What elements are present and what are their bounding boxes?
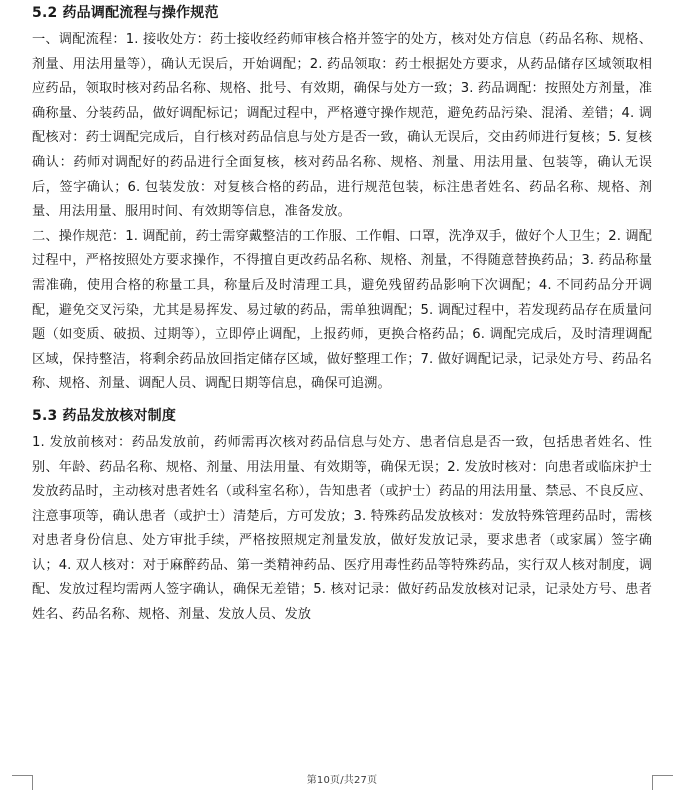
section-5-3-heading: 5.3 药品发放核对制度 (32, 407, 177, 424)
page-number-footer: 第10页/共27页 (306, 775, 378, 786)
page-content (32, 2, 652, 628)
section-5-2-process-paragraph: 一、调配流程：1. 接收处方：药士接收经药师审核合格并签字的处方，核对处方信息（药品名称、规格、剂量、用法用量等），确认无误后，开始调配；2. 药品领取：药士根据处方要求，从药品储存区域领取相应药品，领取时核对药品名称、规格、批号、有效期，确保与处方一致；3. 药品调配：按照处方剂量，准确称量、分装药品，做好调配标记；调配过程中，严格遵守操作规范，避免药品污染、混淆、差错；4. 调配核对：药士调配完成后，自行核对药品信息与处方是否一致，确认无误后，交由药师进行复核；5. 复核确认：药师对调配好的药品进行全面复核，核对药品名称、规格、剂量、用法用量、包装等，确认无误后，签字确认；6. 包装发放：对复核合格的药品，进行规范包装，标注患者姓名、药品名称、规格、剂量、用法用量、服用时间、有效期等信息，准备发放。 (32, 32, 652, 220)
section-5-2-norms-paragraph: 二、操作规范：1. 调配前，药士需穿戴整洁的工作服、工作帽、口罩，洗净双手，做好个人卫生；2. 调配过程中，严格按照处方要求操作，不得擅自更改药品名称、规格、剂量，不得随意替换药品；3. 药品称量需准确，使用合格的称量工具，称量后及时清理工具，避免残留药品影响下次调配；4. 不同药品分开调配，避免交叉污染，尤其是易挥发、易过敏的药品，需单独调配；5. 调配过程中，若发现药品存在质量问题（如变质、破损、过期等），立即停止调配，上报药师，更换合格药品；6. 调配完成后，及时清理调配区域，保持整洁，将剩余药品放回指定储存区域，做好整理工作；7. 做好调配记录，记录处方号、药品名称、规格、剂量、调配人员、调配日期等信息，确保可追溯。 (32, 228, 652, 392)
section-5-2-heading: 5.2 药品调配流程与操作规范 (32, 5, 219, 21)
section-5-3-paragraph: 1. 发放前核对：药品发放前，药师需再次核对药品信息与处方、患者信息是否一致，包括患者姓名、性别、年龄、药品名称、规格、剂量、用法用量、有效期等，确保无误；2. 发放时核对：向患者或临床护士发放药品时，主动核对患者姓名（或科室名称），告知患者（或护士）药品的用法用量、禁忌、不良反应、注意事项等，确认患者（或护士）清楚后，方可发放；3. 特殊药品发放核对：发放特殊管理药品时，需核对患者身份信息、处方审批手续，严格按照规定剂量发放，做好发放记录，要求患者（或家属）签字确认；4. 双人核对：对于麻醉药品、第一类精神药品、医疗用毒性药品等特殊药品，实行双人核对制度，调配、发放过程均需两人签字确认，确保无差错；5. 核对记录：做好药品发放核对记录，记录处方号、患者姓名、药品名称、规格、剂量、发放人员、发放 (32, 434, 652, 623)
